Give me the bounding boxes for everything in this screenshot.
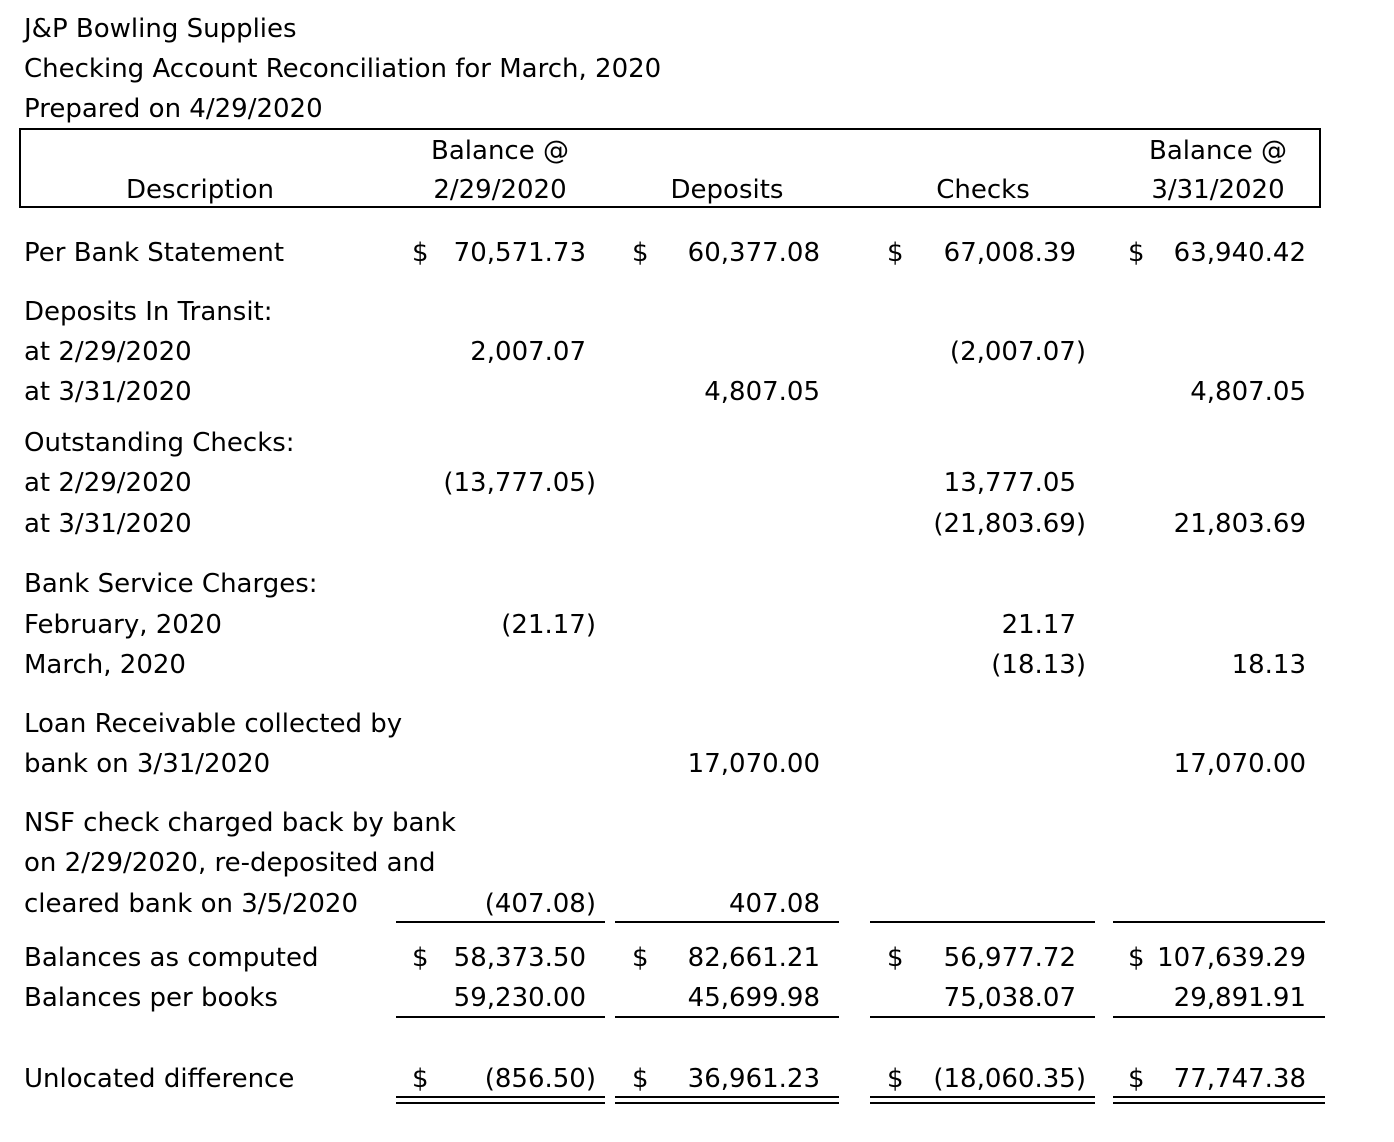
subtotal-rule xyxy=(1113,921,1325,923)
dit-row2-label: at 3/31/2020 xyxy=(24,377,192,407)
col-description: Description xyxy=(125,175,275,205)
loan-deposits: 17,070.00 xyxy=(687,749,820,779)
per-bank-balance-start: 70,571.73 xyxy=(453,238,586,268)
total-double-rule xyxy=(870,1096,1095,1104)
deposits-in-transit-heading: Deposits In Transit: xyxy=(24,297,273,327)
oc-row1-checks: 13,777.05 xyxy=(943,468,1076,498)
currency-sign: $ xyxy=(412,238,429,268)
books-label: Balances per books xyxy=(24,983,278,1013)
sc-row2-balance-end: 18.13 xyxy=(1231,650,1306,680)
books-checks: 75,038.07 xyxy=(943,983,1076,1013)
dit-row1-checks: (2,007.07) xyxy=(949,337,1086,367)
per-bank-label: Per Bank Statement xyxy=(24,238,285,268)
subtotal-rule xyxy=(1113,1016,1325,1018)
subtotal-rule xyxy=(870,921,1095,923)
subtotal-rule xyxy=(396,921,605,923)
computed-label: Balances as computed xyxy=(24,943,319,973)
oc-row2-label: at 3/31/2020 xyxy=(24,509,192,539)
sc-row2-label: March, 2020 xyxy=(24,650,186,680)
oc-row1-label: at 2/29/2020 xyxy=(24,468,192,498)
nsf-label-line3: cleared bank on 3/5/2020 xyxy=(24,889,358,919)
nsf-label-line2: on 2/29/2020, re-deposited and xyxy=(24,848,436,878)
dit-row2-deposits: 4,807.05 xyxy=(704,377,820,407)
col-balance-start-line1: Balance @ xyxy=(431,136,569,166)
difference-label: Unlocated difference xyxy=(24,1064,295,1094)
difference-balance-start: (856.50) xyxy=(484,1064,596,1094)
difference-deposits: 36,961.23 xyxy=(687,1064,820,1094)
sc-row1-balance-start: (21.17) xyxy=(501,610,596,640)
report-title: Checking Account Reconciliation for March, 2020 xyxy=(24,54,662,84)
per-bank-deposits: 60,377.08 xyxy=(687,238,820,268)
total-double-rule xyxy=(396,1096,605,1104)
sc-row2-checks: (18.13) xyxy=(991,650,1086,680)
difference-balance-end: 77,747.38 xyxy=(1173,1064,1306,1094)
subtotal-rule xyxy=(615,921,839,923)
col-deposits: Deposits xyxy=(670,175,784,205)
oc-row2-checks: (21,803.69) xyxy=(933,509,1086,539)
loan-label-line2: bank on 3/31/2020 xyxy=(24,749,271,779)
books-balance-start: 59,230.00 xyxy=(453,983,586,1013)
col-checks: Checks xyxy=(936,175,1030,205)
computed-deposits: 82,661.21 xyxy=(687,943,820,973)
subtotal-rule xyxy=(615,1016,839,1018)
currency-sign: $ xyxy=(887,943,904,973)
total-double-rule xyxy=(615,1096,839,1104)
col-balance-start-line2: 2/29/2020 xyxy=(433,175,567,205)
nsf-deposits: 407.08 xyxy=(729,889,820,919)
per-bank-checks: 67,008.39 xyxy=(943,238,1076,268)
nsf-label-line1: NSF check charged back by bank xyxy=(24,808,456,838)
computed-balance-start: 58,373.50 xyxy=(453,943,586,973)
currency-sign: $ xyxy=(1128,1064,1145,1094)
subtotal-rule xyxy=(396,1016,605,1018)
loan-label-line1: Loan Receivable collected by xyxy=(24,709,403,739)
currency-sign: $ xyxy=(632,943,649,973)
computed-checks: 56,977.72 xyxy=(943,943,1076,973)
currency-sign: $ xyxy=(1128,238,1145,268)
subtotal-rule xyxy=(870,1016,1095,1018)
company-name: J&P Bowling Supplies xyxy=(24,14,297,44)
service-charges-heading: Bank Service Charges: xyxy=(24,569,318,599)
oc-row2-balance-end: 21,803.69 xyxy=(1173,509,1306,539)
outstanding-checks-heading: Outstanding Checks: xyxy=(24,428,295,458)
currency-sign: $ xyxy=(632,238,649,268)
oc-row1-balance-start: (13,777.05) xyxy=(443,468,596,498)
per-bank-balance-end: 63,940.42 xyxy=(1173,238,1306,268)
sc-row1-label: February, 2020 xyxy=(24,610,222,640)
loan-balance-end: 17,070.00 xyxy=(1173,749,1306,779)
currency-sign: $ xyxy=(887,238,904,268)
dit-row1-balance-start: 2,007.07 xyxy=(470,337,586,367)
currency-sign: $ xyxy=(1128,943,1145,973)
prepared-date: Prepared on 4/29/2020 xyxy=(24,94,323,124)
computed-balance-end: 107,639.29 xyxy=(1157,943,1306,973)
currency-sign: $ xyxy=(412,943,429,973)
currency-sign: $ xyxy=(632,1064,649,1094)
dit-row1-label: at 2/29/2020 xyxy=(24,337,192,367)
currency-sign: $ xyxy=(412,1064,429,1094)
difference-checks: (18,060.35) xyxy=(933,1064,1086,1094)
col-balance-end-line2: 3/31/2020 xyxy=(1151,175,1285,205)
total-double-rule xyxy=(1113,1096,1325,1104)
books-balance-end: 29,891.91 xyxy=(1173,983,1306,1013)
nsf-balance-start: (407.08) xyxy=(484,889,596,919)
col-balance-end-line1: Balance @ xyxy=(1149,136,1287,166)
dit-row2-balance-end: 4,807.05 xyxy=(1190,377,1306,407)
currency-sign: $ xyxy=(887,1064,904,1094)
books-deposits: 45,699.98 xyxy=(687,983,820,1013)
sc-row1-checks: 21.17 xyxy=(1001,610,1076,640)
